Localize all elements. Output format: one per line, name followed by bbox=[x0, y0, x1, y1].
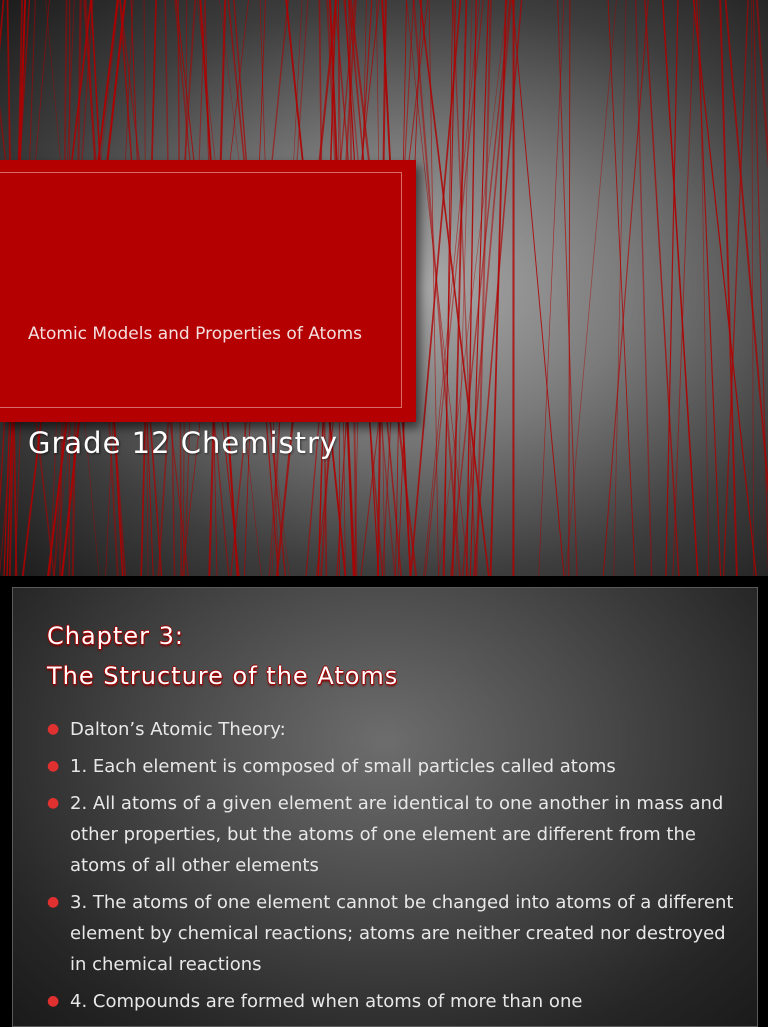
bullet-dot-icon: ● bbox=[47, 788, 59, 819]
red-streak-line bbox=[752, 0, 754, 576]
list-item: ● 4. Compounds are formed when atoms of more than one bbox=[47, 986, 737, 1017]
red-streak-line bbox=[636, 0, 652, 576]
red-streak-line bbox=[645, 0, 679, 576]
red-streak-line bbox=[608, 0, 635, 576]
bullet-list bbox=[47, 714, 737, 1023]
title-box bbox=[0, 160, 416, 422]
red-streak-line bbox=[724, 0, 749, 576]
bullet-dot-icon: ● bbox=[47, 887, 59, 918]
red-streak-line bbox=[753, 0, 768, 576]
chapter-title bbox=[47, 616, 398, 696]
bullet-dot-icon: ● bbox=[47, 714, 59, 745]
list-item: ● Dalton’s Atomic Theory: bbox=[47, 714, 737, 745]
bullet-dot-icon: ● bbox=[47, 751, 59, 782]
red-streak-line bbox=[476, 0, 491, 576]
red-streak-line bbox=[694, 0, 757, 576]
red-streak-line bbox=[720, 0, 737, 576]
presentation-title: Grade 12 Chemistry bbox=[28, 426, 338, 460]
chapter-title-line1: Chapter 3: bbox=[47, 622, 184, 650]
red-streak-line bbox=[697, 0, 721, 576]
chapter-slide bbox=[12, 587, 758, 1027]
title-box-frame bbox=[0, 172, 402, 408]
red-streak-line bbox=[603, 0, 648, 576]
list-item: ● 2. All atoms of a given element are identical to one another in mass and other properties, but the atoms of one element are different from the atoms of all other elements bbox=[47, 788, 737, 881]
red-streak-line bbox=[569, 0, 570, 576]
red-streak-line bbox=[558, 0, 578, 576]
chapter-title-line2: The Structure of the Atoms bbox=[47, 662, 398, 690]
red-streak-line bbox=[614, 0, 626, 576]
presentation-subtitle: Atomic Models and Properties of Atoms bbox=[28, 320, 378, 348]
red-streak-line bbox=[539, 0, 564, 576]
list-item: ● 1. Each element is composed of small particles called atoms bbox=[47, 751, 737, 782]
list-item: ● 3. The atoms of one element cannot be changed into atoms of a different element by chemical reactions; atoms are neither created nor destroyed in chemical reactions bbox=[47, 887, 737, 980]
red-streak-line bbox=[566, 0, 617, 576]
red-streak-line bbox=[512, 0, 564, 576]
bullet-dot-icon: ● bbox=[47, 986, 59, 1017]
